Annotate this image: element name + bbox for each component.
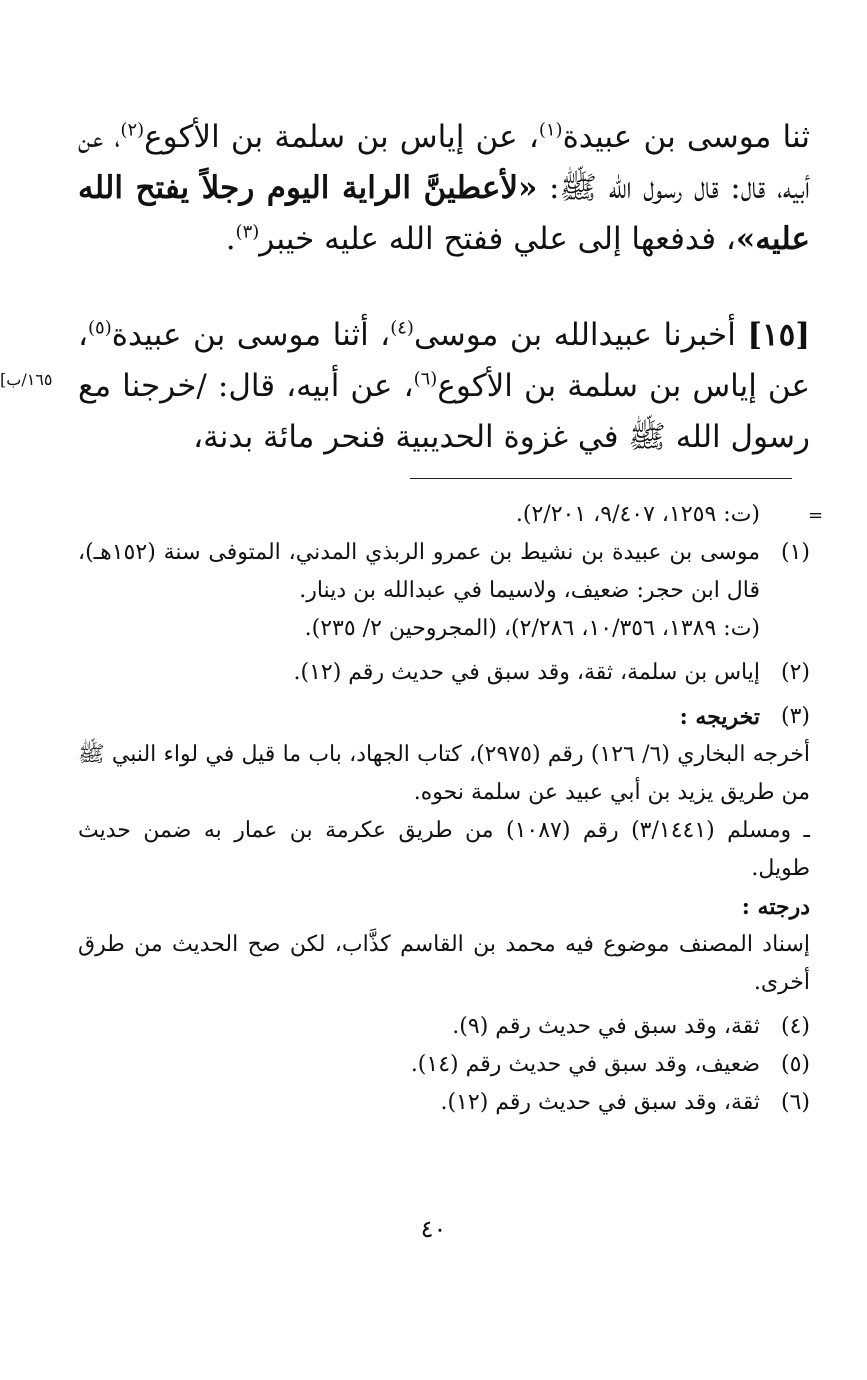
takhrij-bukhari: أخرجه البخاري (٦/ ١٢٦) رقم (٢٩٧٥)، كتاب الجهاد، باب ما قيل في لواء النبي ﷺ من طريق يزيد بن أبي عبيد عن سلمة نحوه. xyxy=(78,742,810,805)
text-segment: ، عن إياس بن سلمة بن الأكوع xyxy=(144,119,539,155)
footnote-text: (ت: ١٢٥٩، ٩/٤٠٧، ٢/٢٠١). xyxy=(515,502,760,527)
prophetic-quote: «لأعطينَّ الراية اليوم رجلاً يفتح الله عليه» xyxy=(78,170,810,257)
footnote-continued xyxy=(78,496,810,534)
footnote-divider xyxy=(410,478,792,479)
grade-heading: درجته : xyxy=(741,894,810,920)
footnote-number: (١) xyxy=(780,540,810,565)
footnote-3 xyxy=(78,698,810,736)
text-segment: ثنا موسى بن عبيدة xyxy=(562,119,810,155)
text-segment: ، أثنا موسى بن عبيدة xyxy=(111,317,391,353)
text-segment: أخبرنا عبيدالله بن موسى xyxy=(413,317,748,353)
paragraph-hadith-14-end xyxy=(78,112,810,265)
manuscript-folio-ref: [١٦٥/ب xyxy=(0,370,53,389)
text-segment: ، عن أبيه، قال: قال رسول الله ﷺ: xyxy=(78,119,810,206)
footnote-5 xyxy=(78,1046,810,1084)
footnote-ref-4[interactable]: (٤) xyxy=(390,317,414,339)
footnote-6 xyxy=(78,1084,810,1122)
footnote-text: ثقة، وقد سبق في حديث رقم (٩). xyxy=(452,1014,760,1039)
continuation-mark: = xyxy=(808,505,824,526)
footnotes xyxy=(78,496,810,1122)
footnote-ref-1[interactable]: (١) xyxy=(538,119,563,141)
footnote-1 xyxy=(78,534,810,648)
footnote-text: إياس بن سلمة، ثقة، وقد سبق في حديث رقم (١٢). xyxy=(293,660,760,685)
footnote-ref-6[interactable]: (٦) xyxy=(413,368,438,390)
page-number: ٤٠ xyxy=(420,1215,447,1243)
footnote-ref-2[interactable]: (٢) xyxy=(120,119,145,141)
footnote-refs: (ت: ١٣٨٩، ١٠/٣٥٦، ٢/٢٨٦)، (المجروحين ٢/ ٢٣٥). xyxy=(304,616,760,641)
footnote-text: ثقة، وقد سبق في حديث رقم (١٢). xyxy=(440,1090,760,1115)
footnote-number: (٤) xyxy=(780,1014,810,1039)
footnote-4 xyxy=(78,1008,810,1046)
text-segment: ، عن إياس بن سلمة بن الأكوع xyxy=(78,317,810,404)
takhrij-heading: تخريجه : xyxy=(679,704,760,730)
footnote-2 xyxy=(78,654,810,692)
footnote-ref-3[interactable]: (٣) xyxy=(235,221,260,243)
footnote-text: ضعيف، وقد سبق في حديث رقم (١٤). xyxy=(410,1052,760,1077)
footnote-number: (٦) xyxy=(780,1090,810,1115)
footnote-number: (٣) xyxy=(780,704,810,729)
text-segment: ، فدفعها إلى علي ففتح الله عليه خيبر xyxy=(259,221,736,257)
hadith-number: [١٥] xyxy=(747,317,810,353)
footnote-text: موسى بن عبيدة بن نشيط بن عمرو الربذي المدني، المتوفى سنة (١٥٢هـ)، قال ابن حجر: ضعيف، ولاسيما في عبدالله بن دينار. xyxy=(78,540,760,603)
footnote-number: (٢) xyxy=(780,660,810,685)
takhrij-muslim: ـ ومسلم (٣/١٤٤١) رقم (١٠٨٧) من طريق عكرمة بن عمار به ضمن حديث طويل. xyxy=(78,818,810,881)
footnote-number: (٥) xyxy=(780,1052,810,1077)
footnote-ref-5[interactable]: (٥) xyxy=(88,317,112,339)
text-segment: . xyxy=(225,221,236,257)
paragraph-hadith-15 xyxy=(78,310,810,463)
text-segment: ، عن أبيه، قال: /خرجنا مع رسول الله ﷺ في غزوة الحديبية فنحر مائة بدنة، xyxy=(78,368,810,455)
grade-text: إسناد المصنف موضوع فيه محمد بن القاسم كذَّاب، لكن صح الحديث من طرق أخرى. xyxy=(78,932,810,995)
